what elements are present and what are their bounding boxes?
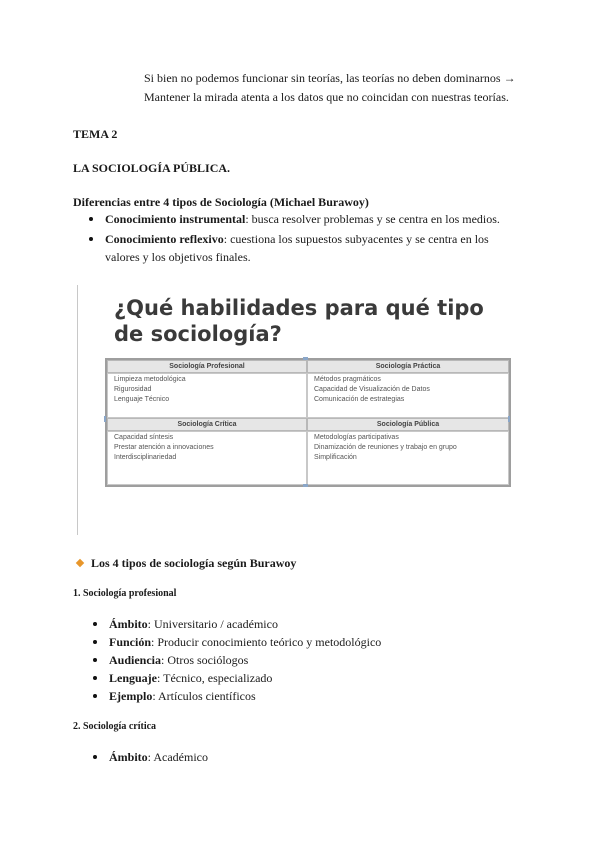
- list-item: [109, 687, 256, 705]
- crit-heading: 2. Sociología crítica: [73, 721, 157, 732]
- bullet-icon: [93, 755, 97, 759]
- resize-handle-icon: [104, 416, 106, 422]
- table-cell-line: Capacidad síntesis: [114, 434, 174, 441]
- table-cell-publica: [307, 431, 509, 485]
- item-term: Conocimiento reflexivo: [105, 232, 224, 246]
- bullet-icon: [93, 658, 97, 662]
- table-header-publica: Sociología Pública: [307, 418, 509, 431]
- differences-heading: Diferencias entre 4 tipos de Sociología (Michael Burawoy): [73, 195, 369, 209]
- item-term: Ejemplo: [109, 689, 153, 703]
- types-heading: Los 4 tipos de sociología según Burawoy: [91, 556, 297, 570]
- item-text: : Técnico, especializado: [157, 671, 273, 685]
- table-header-profesional: Sociología Profesional: [107, 360, 307, 373]
- table-cell-line: Lenguaje Técnico: [114, 396, 170, 403]
- item-term: Ámbito: [109, 617, 148, 631]
- item-text-continued: valores y los objetivos finales.: [105, 250, 251, 264]
- item-term: Ámbito: [109, 750, 148, 764]
- list-item: [105, 210, 500, 228]
- table-cell-line: Comunicación de estrategias: [314, 396, 405, 403]
- table-cell-line: Prestar atención a innovaciones: [114, 444, 214, 451]
- table-header-critica: Sociología Crítica: [107, 418, 307, 431]
- intro-line-1: Si bien no podemos funcionar sin teorías, las teorías no deben dominarnos →: [144, 71, 516, 85]
- item-text: : Universitario / académico: [147, 617, 278, 631]
- table-cell-line: Metodologías participativas: [314, 434, 399, 441]
- item-text: : Otros sociólogos: [161, 653, 249, 667]
- list-item: [109, 748, 208, 766]
- prof-heading: 1. Sociología profesional: [73, 588, 177, 599]
- table-cell-profesional: [107, 373, 307, 418]
- list-item: [109, 651, 248, 669]
- diamond-bullet-icon: [76, 559, 84, 567]
- figure-title: ¿Qué habilidades para qué tipo de sociología?: [114, 296, 484, 346]
- bullet-icon: [93, 640, 97, 644]
- tema-label: TEMA 2: [73, 127, 118, 141]
- list-item: [109, 615, 278, 633]
- item-term: Lenguaje: [109, 671, 157, 685]
- bullet-icon: [89, 237, 93, 241]
- table-cell-line: Métodos pragmáticos: [314, 376, 381, 383]
- table-cell-line: Dinamización de reuniones y trabajo en grupo: [314, 444, 457, 451]
- item-term: Audiencia: [109, 653, 162, 667]
- resize-handle-icon: [303, 484, 308, 487]
- bullet-icon: [93, 694, 97, 698]
- resize-handle-icon: [508, 416, 510, 422]
- table-cell-practica: [307, 373, 509, 418]
- table-cell-critica: [107, 431, 307, 485]
- item-text: : Académico: [147, 750, 208, 764]
- table-header-practica: Sociología Práctica: [307, 360, 509, 373]
- quote-bar: [77, 285, 78, 535]
- list-item: [109, 633, 381, 651]
- item-text: : Producir conocimiento teórico y metodológico: [151, 635, 382, 649]
- bullet-icon: [89, 217, 93, 221]
- item-term: Función: [109, 635, 152, 649]
- skills-table-screenshot: [105, 358, 511, 487]
- resize-handle-icon: [303, 357, 308, 360]
- section-title: LA SOCIOLOGÍA PÚBLICA.: [73, 161, 231, 175]
- item-text: : busca resolver problemas y se centra en los medios.: [245, 212, 500, 226]
- intro-line-2: Mantener la mirada atenta a los datos que no coincidan con nuestras teorías.: [144, 90, 509, 104]
- table-cell-line: Simplificación: [314, 454, 357, 461]
- list-item: [105, 230, 489, 248]
- table-cell-line: Rigurosidad: [114, 386, 152, 393]
- table-cell-line: Capacidad de Visualización de Datos: [314, 386, 430, 393]
- embedded-figure: [77, 285, 522, 535]
- item-term: Conocimiento instrumental: [105, 212, 246, 226]
- list-item: [109, 669, 272, 687]
- bullet-icon: [93, 676, 97, 680]
- table-cell-line: Limpieza metodológica: [114, 376, 186, 383]
- item-text: : Artículos científicos: [152, 689, 256, 703]
- table-cell-line: Interdisciplinariedad: [114, 454, 177, 461]
- bullet-icon: [93, 622, 97, 626]
- item-text: : cuestiona los supuestos subyacentes y se centra en los: [223, 232, 489, 246]
